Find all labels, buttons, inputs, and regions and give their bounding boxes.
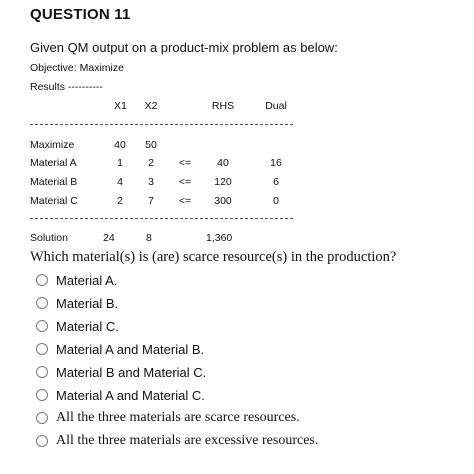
option-label: Material B. — [56, 295, 119, 311]
option-label: Material C. — [56, 318, 119, 334]
row-label: Material C — [30, 195, 78, 207]
qm-output-table — [30, 96, 295, 246]
radio-button[interactable] — [36, 366, 48, 378]
option-material-a[interactable] — [36, 270, 396, 290]
option-label: Material B and Material C. — [56, 364, 207, 380]
row-dual: 6 — [273, 176, 279, 188]
row-x2: 2 — [148, 157, 154, 169]
header-rhs: RHS — [211, 100, 235, 112]
solution-x2: 8 — [146, 232, 152, 244]
row-dual: 16 — [270, 157, 282, 169]
row-x1: 4 — [117, 176, 123, 188]
option-all-scarce[interactable] — [36, 408, 396, 428]
option-label: All the three materials are excessive resources. — [56, 433, 319, 448]
header-x1: X1 — [114, 100, 127, 112]
question-prompt: Given QM output on a product-mix problem as below: — [30, 40, 338, 55]
option-all-excessive[interactable] — [36, 431, 396, 451]
radio-button[interactable] — [36, 435, 48, 447]
option-label: Material A and Material C. — [56, 387, 205, 403]
option-label: All the three materials are scarce resources. — [56, 410, 300, 425]
row-label: Material A — [30, 157, 77, 169]
objective-line: Objective: Maximize — [30, 62, 124, 74]
option-material-c[interactable] — [36, 316, 396, 336]
row-label: Maximize — [30, 139, 75, 151]
row-dual: 0 — [273, 195, 279, 207]
radio-button[interactable] — [36, 389, 48, 401]
solution-label: Solution — [30, 232, 68, 244]
table-divider-top — [30, 124, 293, 125]
option-material-a-and-c[interactable] — [36, 385, 396, 405]
row-x2: 50 — [145, 139, 157, 151]
header-x2: X2 — [144, 100, 158, 112]
radio-button[interactable] — [36, 320, 48, 332]
row-x1: 40 — [114, 139, 126, 151]
solution-objective-value: 1,360 — [206, 232, 233, 244]
radio-button[interactable] — [36, 412, 48, 424]
option-label: Material A and Material B. — [56, 341, 205, 357]
header-dual: Dual — [265, 100, 287, 112]
question-title: QUESTION 11 — [30, 6, 131, 23]
results-label: Results ---------- — [30, 81, 103, 93]
row-rhs: 300 — [214, 195, 232, 207]
row-operator: <= — [178, 157, 192, 169]
option-material-b-and-c[interactable] — [36, 362, 396, 382]
row-label: Material B — [30, 176, 78, 188]
row-x1: 1 — [117, 157, 123, 169]
row-x2: 3 — [148, 176, 154, 188]
row-rhs: 40 — [217, 157, 229, 169]
row-x2: 7 — [148, 195, 154, 207]
row-operator: <= — [178, 195, 192, 207]
radio-button[interactable] — [36, 274, 48, 286]
radio-button[interactable] — [36, 297, 48, 309]
row-rhs: 120 — [214, 176, 232, 188]
row-x1: 2 — [117, 195, 123, 207]
option-material-a-and-b[interactable] — [36, 339, 396, 359]
solution-x1: 24 — [103, 232, 115, 244]
row-operator: <= — [178, 176, 192, 188]
table-divider-bottom — [30, 218, 293, 219]
question-text: Which material(s) is (are) scarce resource(s) in the production? — [30, 249, 397, 265]
radio-button[interactable] — [36, 343, 48, 355]
option-material-b[interactable] — [36, 293, 396, 313]
option-label: Material A. — [56, 272, 118, 288]
